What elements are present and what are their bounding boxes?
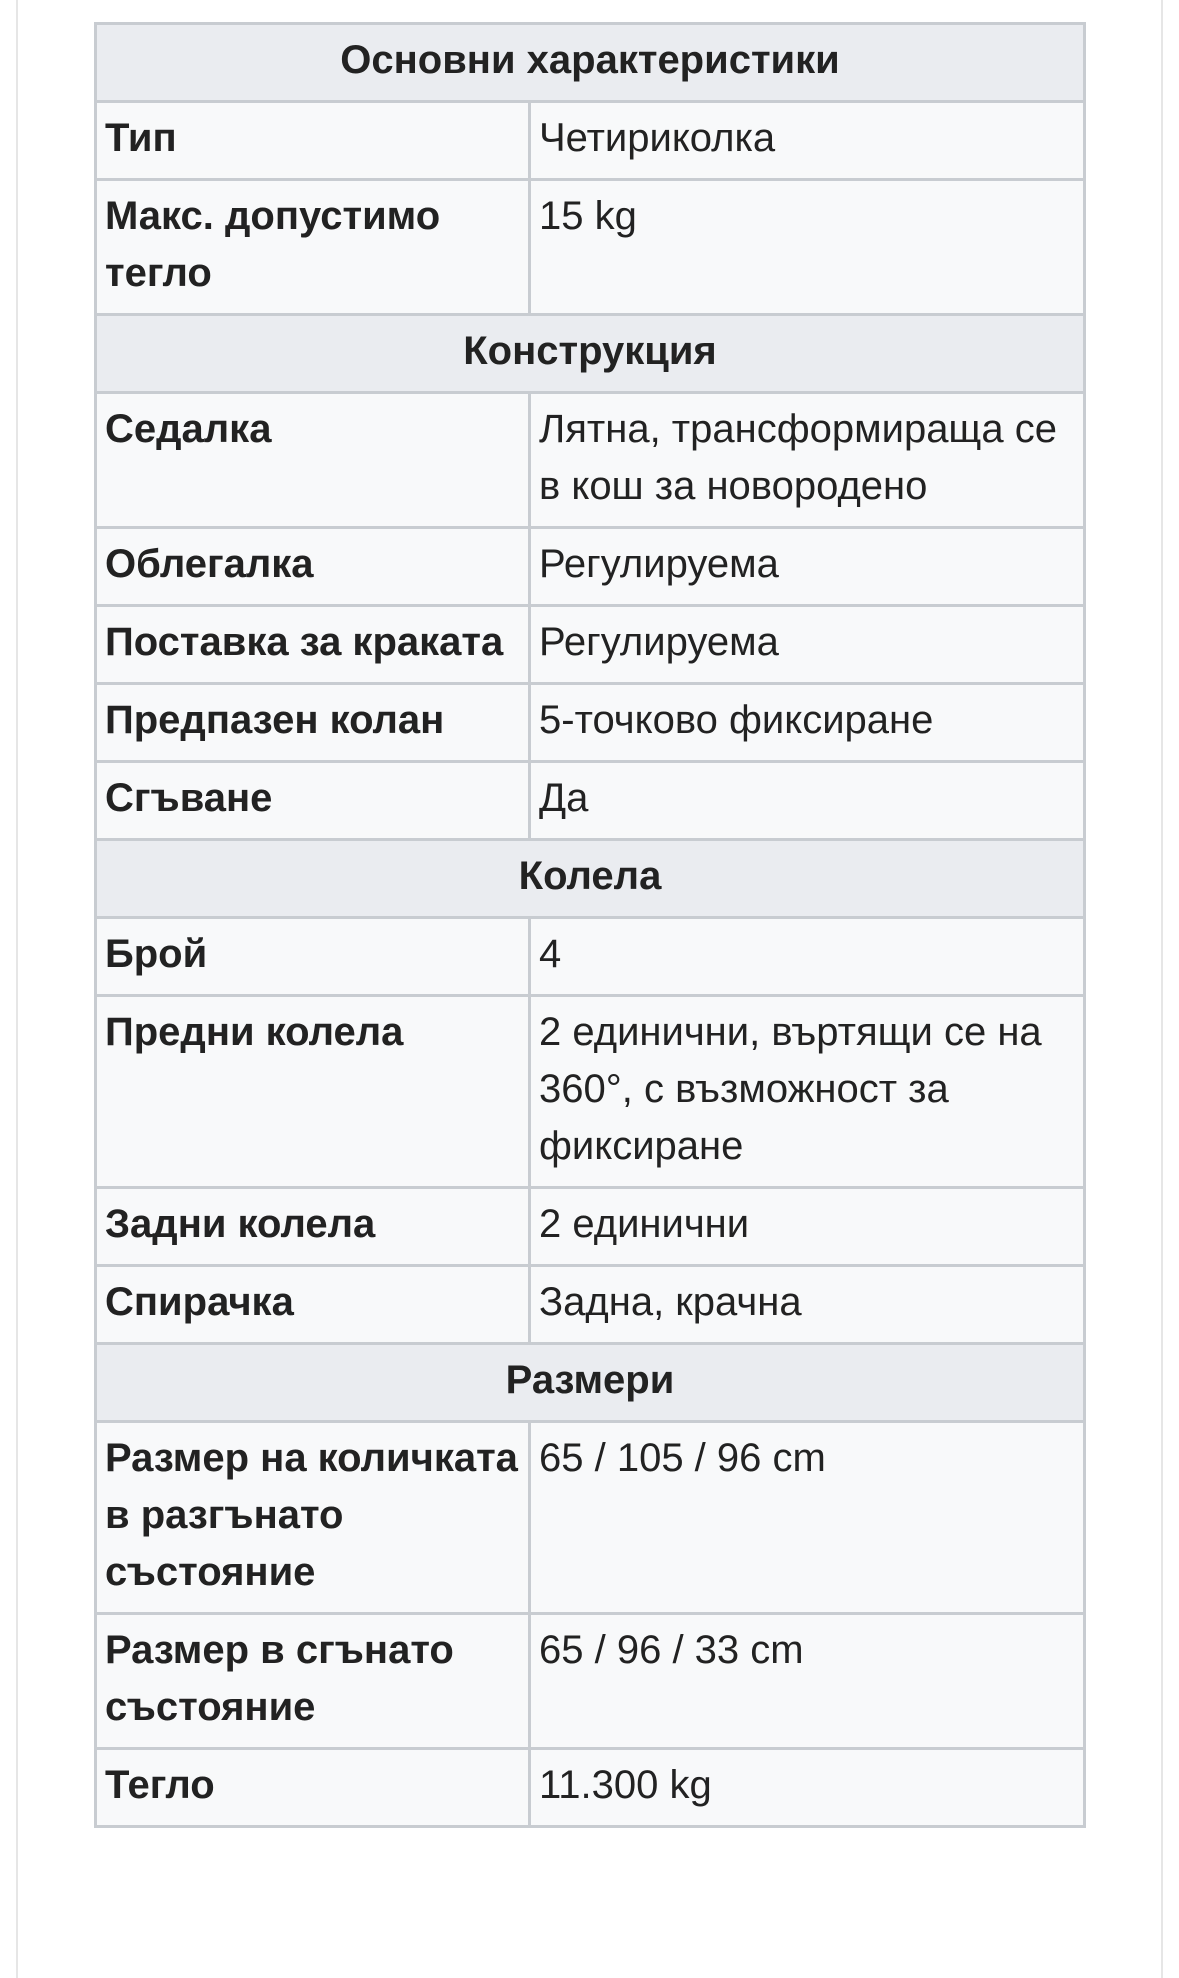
row-label-folding: Сгъване <box>96 762 530 840</box>
section-header-row <box>96 24 1085 102</box>
row-value-wheel-count: 4 <box>530 918 1085 996</box>
row-label-max-weight: Макс. допустимо тегло <box>96 180 530 315</box>
row-value-seat: Лятна, трансформираща се в кош за новородено <box>530 393 1085 528</box>
row-value-front-wheels: 2 единични, въртящи се на 360°, с възможност за фиксиране <box>530 996 1085 1188</box>
table-row <box>96 1614 1085 1749</box>
section-header-row <box>96 1344 1085 1422</box>
section-title-construction: Конструкция <box>96 315 1085 393</box>
row-value-rear-wheels: 2 единични <box>530 1188 1085 1266</box>
table-row <box>96 1266 1085 1344</box>
row-value-folded-size: 65 / 96 / 33 cm <box>530 1614 1085 1749</box>
row-value-folding: Да <box>530 762 1085 840</box>
table-row <box>96 918 1085 996</box>
row-label-wheel-count: Брой <box>96 918 530 996</box>
table-row <box>96 393 1085 528</box>
row-label-type: Тип <box>96 102 530 180</box>
section-title-wheels: Колела <box>96 840 1085 918</box>
row-value-safety-belt: 5-точково фиксиране <box>530 684 1085 762</box>
row-label-seat: Седалка <box>96 393 530 528</box>
table-row <box>96 102 1085 180</box>
row-value-type: Четириколка <box>530 102 1085 180</box>
row-label-folded-size: Размер в сгънато състояние <box>96 1614 530 1749</box>
specifications-table <box>94 22 1086 1828</box>
row-label-weight: Тегло <box>96 1749 530 1827</box>
section-header-row <box>96 840 1085 918</box>
row-label-brake: Спирачка <box>96 1266 530 1344</box>
row-value-footrest: Регулируема <box>530 606 1085 684</box>
table-row <box>96 996 1085 1188</box>
row-label-safety-belt: Предпазен колан <box>96 684 530 762</box>
section-title-dimensions: Размери <box>96 1344 1085 1422</box>
table-row <box>96 1749 1085 1827</box>
row-value-weight: 11.300 kg <box>530 1749 1085 1827</box>
row-value-backrest: Регулируема <box>530 528 1085 606</box>
table-row <box>96 762 1085 840</box>
row-label-front-wheels: Предни колела <box>96 996 530 1188</box>
row-label-backrest: Облегалка <box>96 528 530 606</box>
table-row <box>96 684 1085 762</box>
section-header-row <box>96 315 1085 393</box>
table-row <box>96 606 1085 684</box>
table-row <box>96 528 1085 606</box>
row-value-max-weight: 15 kg <box>530 180 1085 315</box>
row-label-unfolded-size: Размер на количката в разгънато състояние <box>96 1422 530 1614</box>
row-value-brake: Задна, крачна <box>530 1266 1085 1344</box>
section-title-main-characteristics: Основни характеристики <box>96 24 1085 102</box>
row-label-footrest: Поставка за краката <box>96 606 530 684</box>
table-row <box>96 1188 1085 1266</box>
table-row <box>96 180 1085 315</box>
row-label-rear-wheels: Задни колела <box>96 1188 530 1266</box>
table-row <box>96 1422 1085 1614</box>
row-value-unfolded-size: 65 / 105 / 96 cm <box>530 1422 1085 1614</box>
